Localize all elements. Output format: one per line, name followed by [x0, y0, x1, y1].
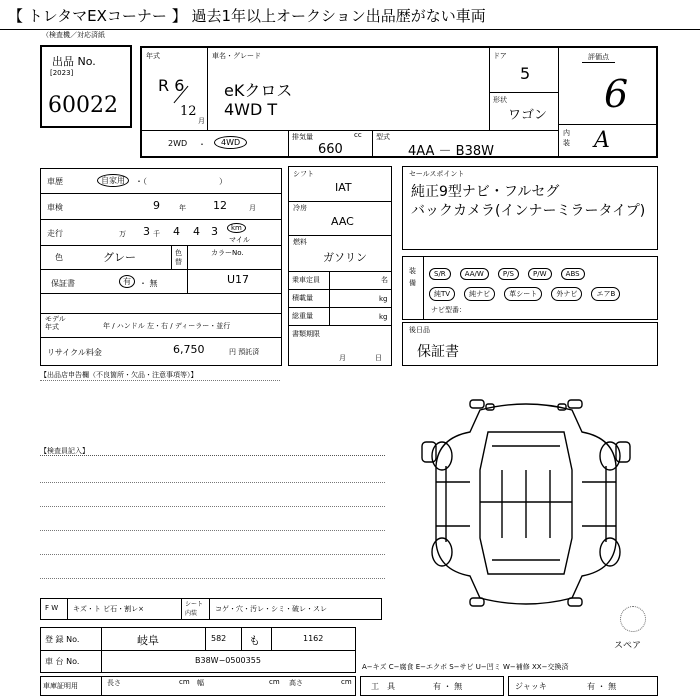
color-no-value: U17	[227, 273, 250, 286]
warranty-label: 保証書	[51, 279, 75, 288]
reg-num: 1162	[303, 634, 324, 643]
warranty-no: ・ 無	[139, 279, 158, 288]
car-grade: 4WD T	[224, 100, 278, 119]
after-label: 後日品	[409, 326, 430, 334]
equip-pw: P/W	[528, 268, 552, 280]
cert-width: 幅	[197, 679, 204, 687]
equip-ext-navi: 外ナビ	[551, 287, 582, 301]
capacity-label: 乗車定員	[292, 276, 320, 284]
lot-no-label: 出品 No.	[52, 55, 96, 68]
year-value: R 6	[158, 76, 185, 95]
weight-label: 総重量	[292, 312, 313, 320]
aircon-value: AAC	[331, 215, 354, 228]
insp-year: 9	[153, 199, 160, 212]
legend-codes2: コゲ・穴・汚レ・シミ・破レ・スレ	[215, 605, 327, 613]
aircon-label: 冷房	[293, 204, 307, 212]
reg-pref: 岐阜	[137, 634, 159, 647]
insp-month: 12	[213, 199, 227, 212]
equip-tv: 純TV	[429, 287, 455, 301]
form-label: （検査機／対応済紙	[42, 31, 105, 39]
color-value: グレー	[103, 251, 136, 264]
equip-abs: ABS	[561, 268, 585, 280]
legend-codes: キズ・ト ビ石・割レ×	[73, 605, 144, 613]
damage-legend: A−キズ C−腐食 E−エクボ S−サビ U−凹ミ W−補修 XX−交換済	[362, 663, 569, 671]
cert-height: 高さ	[289, 679, 303, 687]
cert-length: 長さ	[107, 679, 121, 687]
repaint-label: 色替	[175, 249, 182, 266]
equip-ps: P/S	[498, 268, 519, 280]
tools-value: 有 ・ 無	[433, 682, 463, 691]
mileage-label: 走行	[47, 229, 63, 238]
equip-navi: 純ナビ	[464, 287, 495, 301]
after-value: 保証書	[417, 344, 459, 360]
mileage-km: km	[227, 223, 246, 233]
sales-point-line2: バックカメラ(インナーミラータイプ)	[411, 203, 646, 219]
shift-label: シフト	[293, 170, 314, 178]
history-block	[40, 168, 282, 366]
capacity-unit: 名	[381, 276, 388, 284]
warranty-yes: 有	[119, 275, 135, 288]
vehicle-block: 年式 R 6 12 月 車名・グレード eKクロス 4WD T ドア 5 形状 ワゴン 評価点 6 内装 A 2WD ・ 4WD 排気量 cc 660 型式 4AA － B38W	[140, 46, 658, 158]
history-value: 自家用	[97, 174, 129, 187]
legend-bar	[40, 598, 382, 620]
model-value: 4AA － B38W	[408, 144, 494, 159]
interior-label: 内装	[563, 129, 570, 147]
header-banner	[0, 0, 700, 30]
equip-sr: S/R	[429, 268, 451, 280]
equipment-row2	[427, 281, 622, 301]
load-label: 積載量	[292, 294, 313, 302]
mileage-unit2: 千	[153, 230, 160, 238]
history-rest: ・（ ）	[135, 177, 227, 186]
doors-value: 5	[520, 64, 531, 83]
inspector-label: 【検査員記入】	[40, 447, 89, 455]
mileage-d3: 4	[193, 225, 200, 238]
mileage-d1: 3	[143, 225, 150, 238]
name-label: 車名・グレード	[212, 52, 261, 60]
header-title: 【 トレタマEXコーナー 】 過去1年以上オークション出品歴がない車両	[8, 7, 486, 25]
docs-month: 月	[339, 354, 346, 362]
recycle-label: リサイクル料金	[47, 348, 102, 357]
registration-block	[40, 627, 356, 673]
garage-cert-block	[40, 676, 356, 696]
spare-label: スペア	[614, 641, 642, 651]
cert-label: 車庫証明用	[43, 682, 78, 690]
month-value: 12	[180, 104, 197, 119]
displacement-unit: cc	[354, 131, 362, 139]
cert-length-unit: cm	[179, 678, 190, 686]
legend-seat: シート内装	[185, 601, 204, 617]
sales-point-label: セールスポイント	[409, 170, 465, 178]
spec-block	[288, 166, 392, 366]
insp-month-unit: 月	[249, 204, 256, 212]
after-block	[402, 322, 658, 366]
doors-label: ドア	[493, 52, 507, 60]
mileage-d2: 4	[173, 225, 180, 238]
jack-block	[508, 676, 658, 696]
equip-leather: 革シート	[504, 287, 542, 301]
model-year-label: モデル年式	[45, 315, 66, 331]
color-label: 色	[55, 253, 63, 262]
score-label: 評価点	[582, 52, 615, 63]
mileage-unit1: 万	[119, 230, 126, 238]
insp-year-unit: 年	[179, 204, 186, 212]
load-unit: kg	[379, 295, 388, 303]
declare-label: 【出品店申告欄（不良箇所・欠品・注意事項等）】	[40, 371, 198, 379]
mileage-d4: 3	[211, 225, 218, 238]
interior-value: A	[594, 128, 610, 153]
month-suffix: 月	[198, 117, 205, 125]
shape-label: 形状	[493, 96, 507, 104]
legend-fw: F W	[45, 604, 59, 612]
equipment-label: 装備	[409, 267, 416, 287]
cert-height-unit: cm	[341, 678, 352, 686]
jack-value: 有 ・ 無	[587, 682, 617, 691]
mileage-mile: マイル	[229, 236, 250, 244]
car-name: eKクロス	[224, 81, 293, 100]
equip-airbag: エアB	[591, 287, 620, 301]
inspection-label: 車検	[47, 203, 63, 212]
equipment-row1	[427, 261, 587, 280]
car-damage-diagram	[410, 392, 642, 614]
recycle-value: 6,750	[173, 343, 205, 356]
model-label: 型式	[376, 133, 390, 141]
drive-2wd: 2WD	[168, 139, 188, 148]
tools-block	[360, 676, 504, 696]
chassis-value: B38W−0500355	[195, 656, 261, 665]
reg-class: 582	[211, 634, 227, 643]
equip-aaw: AA/W	[460, 268, 489, 280]
weight-unit: kg	[379, 313, 388, 321]
displacement-label: 排気量	[292, 133, 313, 141]
reg-kana: も	[249, 634, 260, 647]
history-label: 車歴	[47, 177, 63, 186]
year-label: 年式	[146, 52, 160, 60]
docs-day: 日	[375, 354, 382, 362]
reg-label: 登 録 No.	[45, 635, 80, 644]
lot-number: 60022	[48, 93, 118, 118]
displacement-value: 660	[318, 142, 343, 157]
fuel-value: ガソリン	[323, 251, 367, 264]
recycle-unit: 円 預託済	[229, 348, 260, 356]
tools-label: 工 具	[371, 682, 395, 691]
jack-label: ジャッキ	[515, 682, 547, 691]
lot-year-stamp: [2023]	[50, 69, 74, 77]
navi-model-label: ナビ型番：	[431, 306, 466, 314]
shape-value: ワゴン	[508, 108, 548, 123]
color-no-label: カラーNo.	[211, 249, 244, 257]
drive-4wd: 4WD	[214, 136, 247, 149]
model-year-text: 年 / ハンドル 左・右 / ディーラー・並行	[103, 322, 231, 330]
docs-label: 書類期限	[292, 330, 320, 338]
lot-box	[40, 45, 132, 128]
fuel-label: 燃料	[293, 238, 307, 246]
spare-wheel-icon	[620, 606, 646, 632]
score-value: 6	[604, 72, 629, 116]
cert-width-unit: cm	[269, 678, 280, 686]
sales-point-line1: 純正9型ナビ・フルセグ	[411, 184, 560, 200]
shift-value: IAT	[335, 181, 352, 194]
equipment-block	[402, 256, 658, 320]
chassis-label: 車 台 No.	[45, 657, 80, 666]
sales-point-block	[402, 166, 658, 250]
